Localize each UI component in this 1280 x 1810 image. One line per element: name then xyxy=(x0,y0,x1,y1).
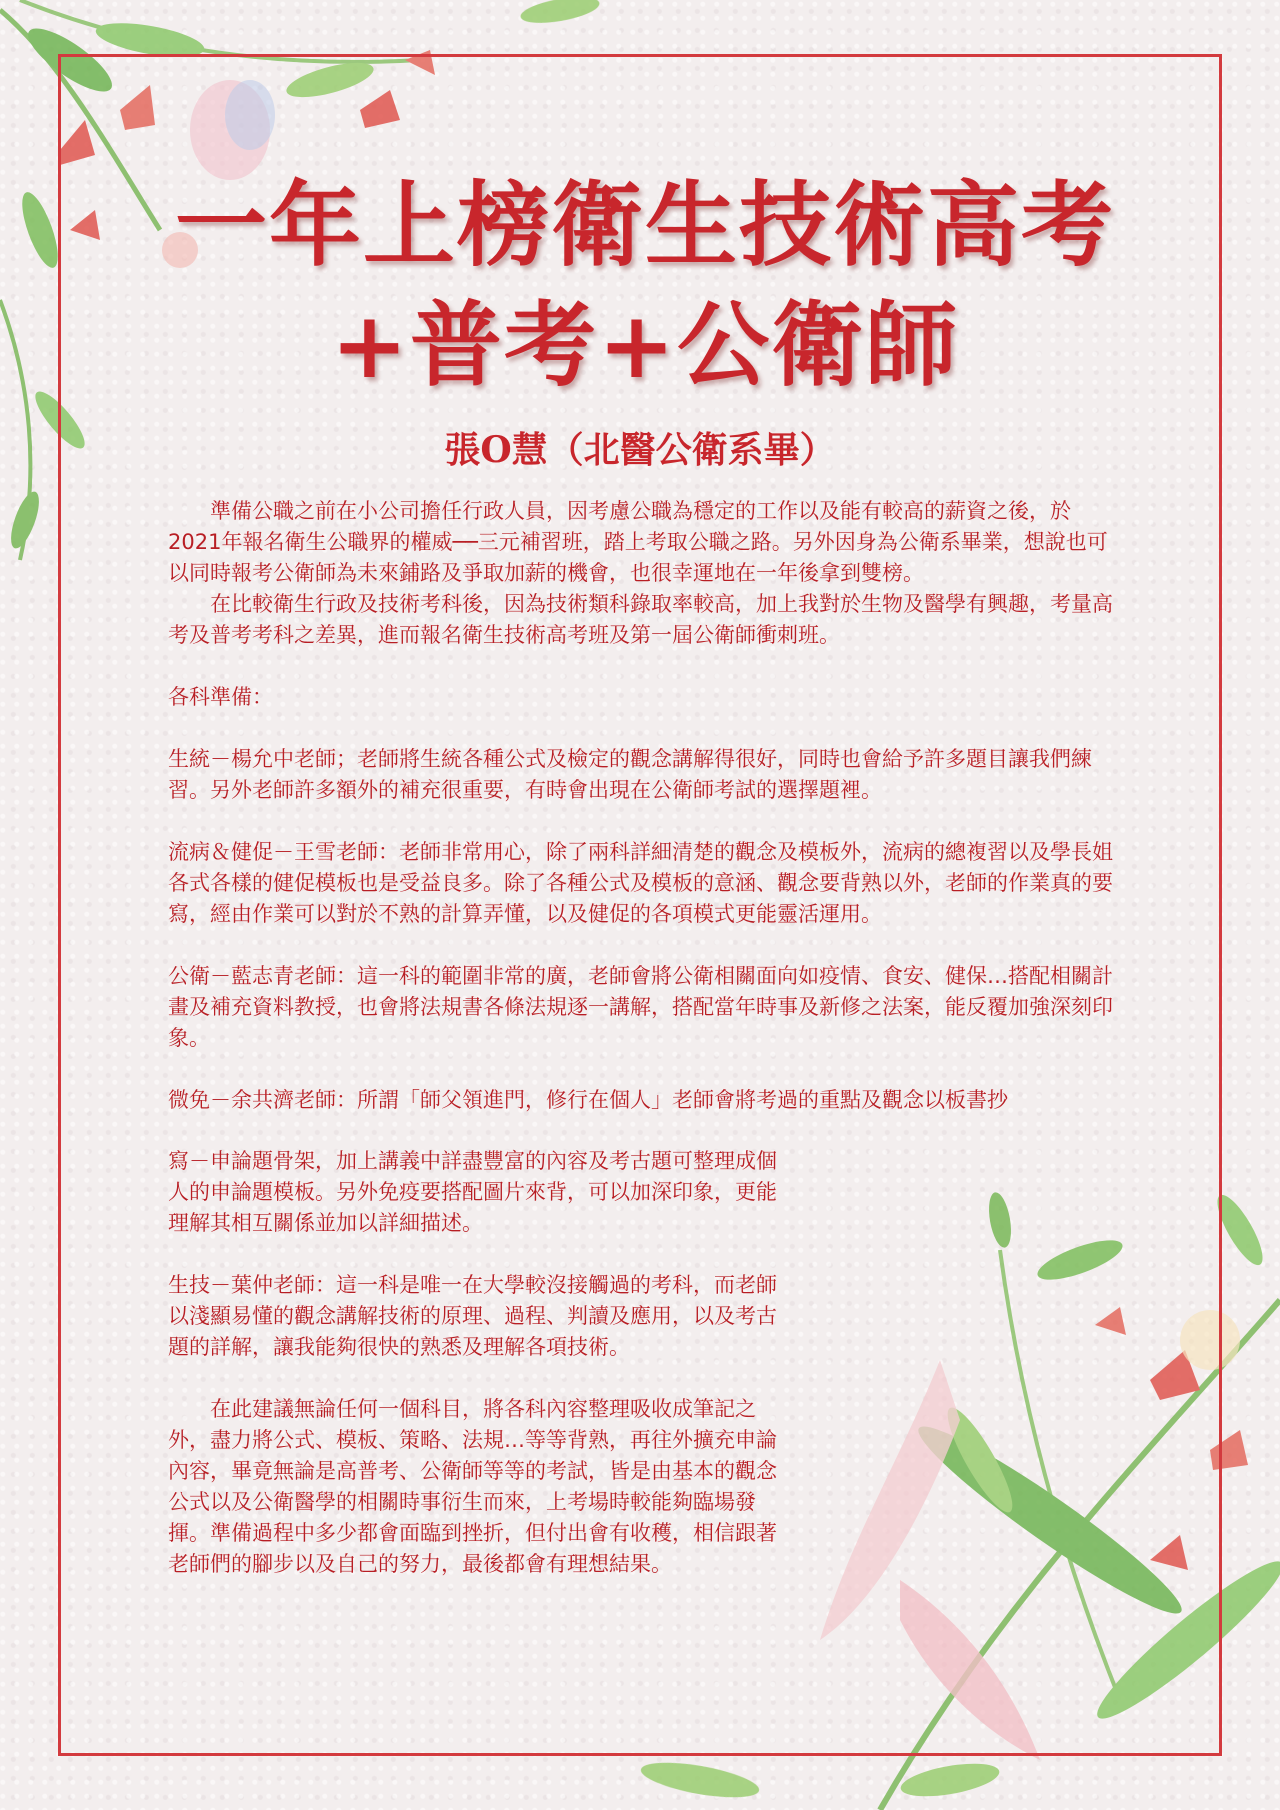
paragraph-advice: 在此建議無論任何一個科目，將各科內容整理吸收成筆記之外，盡力將公式、模板、策略、法規…等等背熟，再往外擴充申論內容，畢竟無論是高普考、公衛師等等的考試，皆是由基本的觀念公式以及公衛醫學的相關時事衍生而來，上考場時較能夠臨場發揮。準備過程中多少都會面臨到挫折，但付出會有收穫，相信跟著老師們的腳步以及自己的努力，最後都會有理想結果。 xyxy=(168,1397,777,1576)
author-name: 張O慧（北醫公衛系畢） xyxy=(444,429,836,471)
paragraph-intro-1: 準備公職之前在小公司擔任行政人員，因考慮公職為穩定的工作以及能有較高的薪資之後，於2021年報名衛生公職界的權威──三元補習班，踏上考取公職之路。另外因身為公衛系畢業，想說也可以同時報考公衛師為未來鋪路及爭取加薪的機會，也很幸運地在一年後拿到雙榜。 xyxy=(168,499,1108,585)
article-body-wide xyxy=(168,496,1116,1116)
paragraph-statistics: 生統－楊允中老師；老師將生統各種公式及檢定的觀念講解得很好，同時也會給予許多題目讓我們練習。另外老師許多額外的補充很重要，有時會出現在公衛師考試的選擇題裡。 xyxy=(168,747,1092,802)
section-heading: 各科準備： xyxy=(168,685,273,709)
paragraph-immunology-line-1: 微免－余共濟老師：所謂「師父領進門，修行在個人」老師會將考過的重點及觀念以板書抄 xyxy=(168,1088,1008,1112)
title-line-2: +普考+公衛師 xyxy=(330,291,960,399)
paragraph-intro-2: 在比較衛生行政及技術考科後，因為技術類科錄取率較高，加上我對於生物及醫學有興趣，考量高考及普考考科之差異，進而報名衛生技術高考班及第一屆公衛師衝刺班。 xyxy=(168,592,1113,647)
paragraph-epidemiology: 流病＆健促－王雪老師：老師非常用心，除了兩科詳細清楚的觀念及模板外，流病的總複習以及學長姐各式各樣的健促模板也是受益良多。除了各種公式及模板的意涵、觀念要背熟以外，老師的作業真的要寫，經由作業可以對於不熟的計算弄懂，以及健促的各項模式更能靈活運用。 xyxy=(168,840,1113,926)
paragraph-public-health: 公衛－藍志青老師：這一科的範圍非常的廣，老師會將公衛相關面向如疫情、食安、健保…搭配相關計畫及補充資料教授，也會將法規書各條法規逐一講解，搭配當年時事及新修之法案，能反覆加強深刻印象。 xyxy=(168,964,1113,1050)
paragraph-biotech: 生技－葉仲老師：這一科是唯一在大學較沒接觸過的考科，而老師以淺顯易懂的觀念講解技術的原理、過程、判讀及應用，以及考古題的詳解，讓我能夠很快的熟悉及理解各項技術。 xyxy=(168,1273,777,1359)
paragraph-immunology-rest: 寫－申論題骨架，加上講義中詳盡豐富的內容及考古題可整理成個人的申論題模板。另外免疫要搭配圖片來背，可以加深印象，更能理解其相互關係並加以詳細描述。 xyxy=(168,1149,777,1235)
title-line-1: 一年上榜衛生技術高考 xyxy=(174,171,1115,279)
article-body-narrow xyxy=(168,1146,790,1580)
